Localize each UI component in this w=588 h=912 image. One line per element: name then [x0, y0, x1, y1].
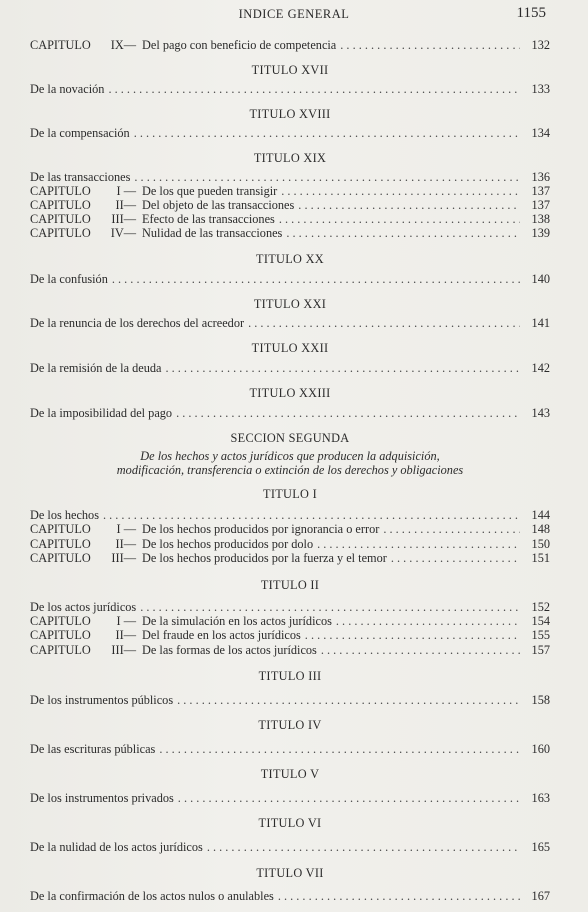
entry-page: 138 [531, 212, 550, 227]
entry-page: 167 [531, 888, 550, 903]
entry-title: De las transacciones [30, 169, 131, 184]
entry-title: De los instrumentos privados [30, 791, 174, 806]
entry-chapter-number: II— [115, 536, 136, 551]
section-subtitle-line1: De los hechos y actos jurídicos que producen la adquisición, [140, 449, 440, 464]
entry-page: 143 [531, 406, 550, 421]
entry-page: 154 [531, 614, 550, 629]
entry-title: De los que pueden transigir [142, 183, 278, 198]
toc-entry [30, 212, 550, 226]
toc-entry [30, 170, 550, 184]
entry-title: De la simulación en los actos jurídicos [142, 614, 332, 629]
entry-chapter-number: III— [111, 550, 136, 565]
entry-title: Del fraude en los actos jurídicos [142, 628, 301, 643]
entry-chapter-number: II— [115, 197, 136, 212]
toc-entry [30, 522, 550, 536]
entry-chapter-number: I — [116, 522, 136, 537]
toc-entry [30, 361, 550, 375]
running-title: INDICE GENERAL [238, 7, 350, 21]
toc-entry [30, 126, 550, 140]
leader-dots [207, 840, 520, 854]
page-header [0, 6, 588, 26]
title-heading: TITULO XIX [253, 150, 327, 165]
leader-dots [177, 693, 520, 707]
entry-chapter-label: CAPITULO [30, 212, 91, 227]
leader-dots [383, 522, 520, 536]
entry-page: 150 [531, 536, 550, 551]
entry-page: 140 [531, 271, 550, 286]
entry-page: 148 [531, 522, 550, 537]
entry-chapter-label: CAPITULO [30, 197, 91, 212]
entry-page: 134 [531, 126, 550, 141]
entry-title: Del objeto de las transacciones [142, 197, 295, 212]
toc-entry [30, 791, 550, 805]
entry-page: 144 [531, 508, 550, 523]
toc-entry [30, 614, 550, 628]
leader-dots [298, 198, 520, 212]
toc-entry [30, 643, 550, 657]
leader-dots [103, 508, 520, 522]
title-heading: TITULO XXIII [249, 386, 331, 401]
toc-entry [30, 551, 550, 565]
toc-entry [30, 693, 550, 707]
title-heading: TITULO XVIII [249, 107, 331, 122]
entry-title: Efecto de las transacciones [142, 212, 275, 227]
title-heading: TITULO II [260, 578, 320, 592]
leader-dots [176, 406, 520, 420]
entry-title: De los hechos producidos por dolo [142, 536, 314, 551]
section-subtitle-line2: modificación, transferencia o extinción de los derechos y obligaciones [116, 463, 464, 478]
leader-dots [108, 82, 520, 96]
entry-chapter-label: CAPITULO [30, 536, 91, 551]
entry-chapter-label: CAPITULO [30, 550, 91, 565]
section-heading: SECCION SEGUNDA [230, 431, 350, 446]
leader-dots [159, 742, 520, 756]
title-heading: TITULO III [258, 668, 322, 683]
toc-entry [30, 38, 550, 52]
entry-page: 157 [531, 642, 550, 657]
entry-title: De la compensación [30, 126, 130, 141]
toc-entry [30, 82, 550, 96]
entry-page: 132 [531, 38, 550, 52]
title-heading: TITULO V [260, 767, 320, 782]
entry-chapter-number: I — [116, 614, 136, 629]
entry-title: De las escrituras públicas [30, 741, 156, 756]
toc-entry [30, 742, 550, 756]
title-heading: TITULO XXII [251, 340, 329, 355]
leader-dots [140, 600, 520, 614]
toc-entry [30, 226, 550, 240]
entry-chapter-label: CAPITULO [30, 183, 91, 198]
leader-dots [281, 184, 520, 198]
entry-chapter-label: CAPITULO [30, 522, 91, 537]
entry-page: 152 [531, 600, 550, 614]
leader-dots [317, 537, 520, 551]
toc-entry [30, 316, 550, 330]
toc-entry [30, 889, 550, 903]
entry-chapter-number: IV— [110, 226, 136, 241]
entry-page: 142 [531, 360, 550, 375]
entry-title: De la confirmación de los actos nulos o anulables [30, 888, 274, 903]
leader-dots [112, 272, 520, 286]
toc-entry [30, 198, 550, 212]
entry-title: De la imposibilidad del pago [30, 406, 173, 421]
title-heading: TITULO VI [258, 816, 322, 831]
toc-entry [30, 184, 550, 198]
entry-title: De las formas de los actos jurídicos [142, 642, 317, 657]
entry-chapter-label: CAPITULO [30, 226, 91, 241]
entry-title: De la novación [30, 82, 105, 97]
leader-dots [279, 212, 520, 226]
entry-page: 136 [531, 169, 550, 184]
title-heading: TITULO I [263, 487, 317, 502]
leader-dots [286, 226, 520, 240]
entry-title: De la remisión de la deuda [30, 360, 162, 375]
entry-title: De los instrumentos públicos [30, 692, 174, 707]
entry-title: Del pago con beneficio de competencia [142, 38, 337, 52]
title-heading: TITULO XX [256, 251, 324, 266]
leader-dots [178, 791, 520, 805]
entry-title: De la renuncia de los derechos del acreedor [30, 315, 245, 330]
table-of-contents [30, 36, 550, 903]
entry-page: 160 [531, 741, 550, 756]
entry-page: 139 [531, 226, 550, 241]
entry-title: De la nulidad de los actos jurídicos [30, 840, 203, 855]
entry-chapter-label: CAPITULO [30, 628, 91, 643]
leader-dots [305, 628, 520, 642]
page-number: 1155 [516, 5, 546, 21]
toc-entry [30, 840, 550, 854]
entry-title: De la confusión [30, 271, 108, 286]
leader-dots [336, 614, 520, 628]
entry-page: 155 [531, 628, 550, 643]
leader-dots [340, 38, 520, 52]
title-heading: TITULO IV [258, 717, 322, 732]
entry-page: 137 [531, 183, 550, 198]
toc-entry [30, 537, 550, 551]
entry-chapter-number: I — [116, 183, 136, 198]
entry-chapter-number: II— [115, 628, 136, 643]
entry-page: 158 [531, 692, 550, 707]
entry-title: De los hechos producidos por la fuerza y el temor [142, 550, 387, 565]
entry-page: 151 [531, 550, 550, 565]
title-heading: TITULO VII [256, 865, 324, 880]
leader-dots [248, 316, 520, 330]
leader-dots [134, 170, 520, 184]
toc-entry [30, 406, 550, 420]
toc-entry [30, 600, 550, 614]
toc-entry [30, 628, 550, 642]
entry-page: 163 [531, 791, 550, 806]
leader-dots [321, 643, 520, 657]
leader-dots [278, 889, 520, 903]
toc-entry [30, 508, 550, 522]
toc-entry [30, 272, 550, 286]
entry-page: 133 [531, 82, 550, 97]
entry-chapter-label: CAPITULO [30, 614, 91, 629]
entry-page: 137 [531, 197, 550, 212]
entry-chapter-number: III— [111, 212, 136, 227]
entry-chapter-label: CAPITULO [30, 642, 91, 657]
entry-page: 165 [531, 840, 550, 855]
entry-title: De los actos jurídicos [30, 600, 137, 614]
entry-title: Nulidad de las transacciones [142, 226, 283, 241]
entry-chapter-number: IX— [110, 38, 136, 52]
leader-dots [165, 361, 520, 375]
title-heading: TITULO XXI [253, 296, 327, 311]
title-heading: TITULO XVII [251, 63, 329, 78]
entry-title: De los hechos [30, 508, 99, 523]
entry-page: 141 [531, 315, 550, 330]
entry-chapter-number: III— [111, 642, 136, 657]
entry-title: De los hechos producidos por ignorancia o error [142, 522, 380, 537]
leader-dots [391, 551, 520, 565]
entry-chapter-label: CAPITULO [30, 38, 91, 52]
leader-dots [134, 126, 520, 140]
